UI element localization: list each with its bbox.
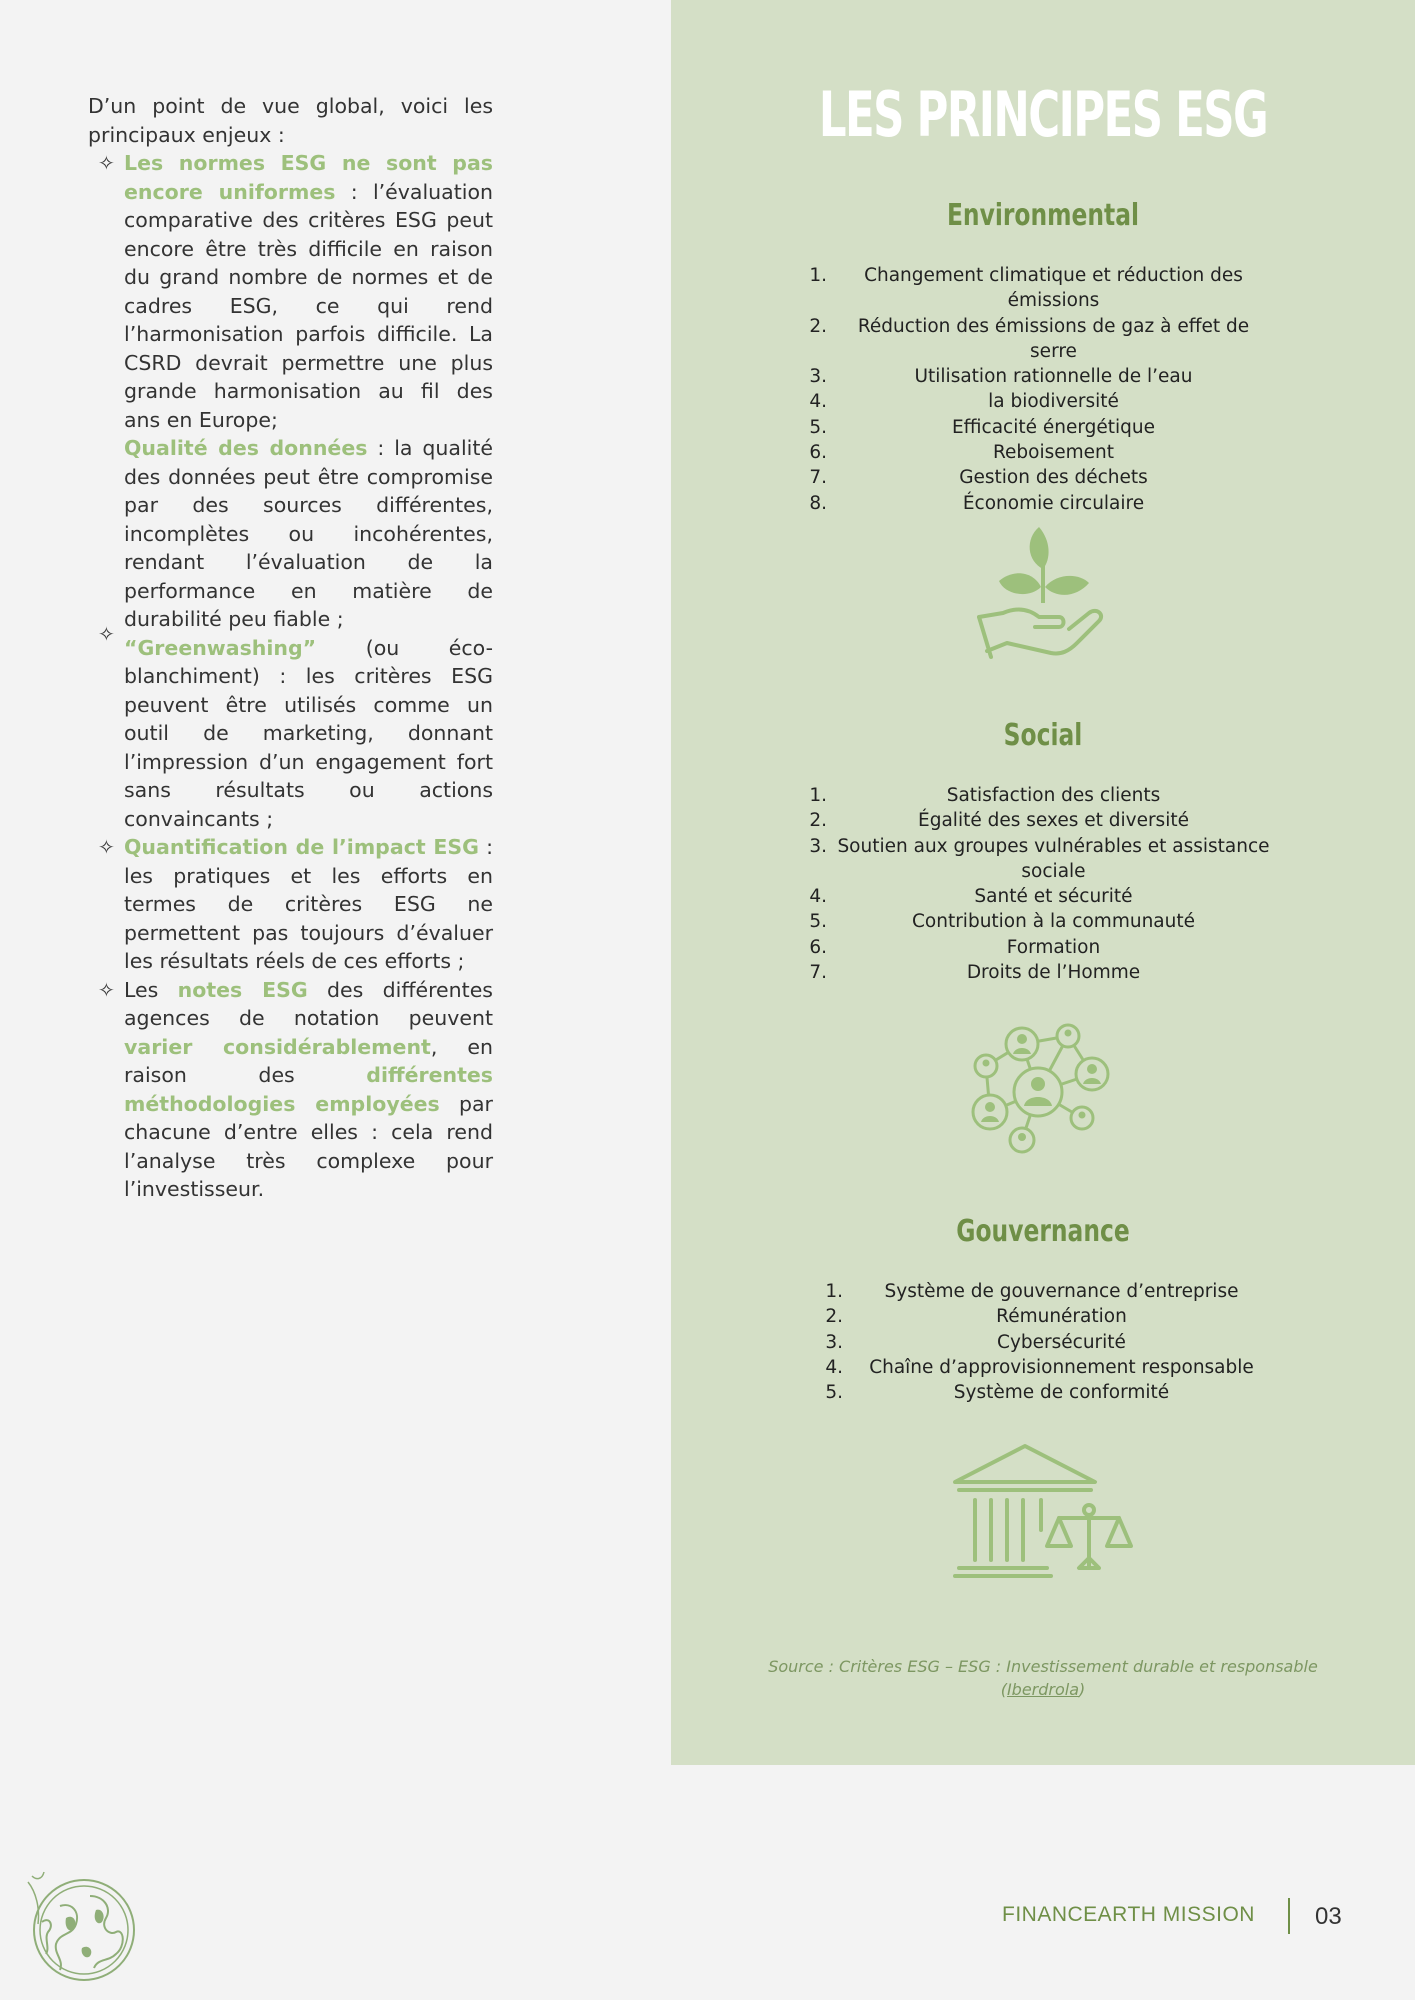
list-item: 8. Économie circulaire xyxy=(809,492,1145,514)
list-item: 5. Contribution à la communauté xyxy=(809,911,1195,933)
list-item: 3. Soutien aux groupes vulnérables et assistance sociale xyxy=(809,835,1270,882)
list-item: 5. Système de conformité xyxy=(825,1382,1170,1404)
four-point-star-icon: ✧ xyxy=(98,835,115,859)
issue-highlight: varier considérablement xyxy=(124,1034,431,1059)
issue-text: par chacune d’entre elles : cela rend l’analyse très complexe pour l’investisseur. xyxy=(124,1091,493,1201)
issue-text: Les xyxy=(124,977,178,1002)
issue-highlight: différentes méthodologies employées xyxy=(124,1063,493,1116)
list-item: 7. Gestion des déchets xyxy=(809,467,1148,489)
list-item: 1. Système de gouvernance d’entreprise xyxy=(825,1281,1239,1302)
four-point-star-icon: ✧ xyxy=(98,622,115,646)
issue-text: : la qualité des données peut être compromise par des sources différentes, incomplètes ou incohérentes, rendant l’évaluation de la performance en matière de durabilité peu fiable ; xyxy=(124,436,494,631)
issue-highlight: “Greenwashing” xyxy=(124,635,317,660)
issue-text: , en raison des xyxy=(124,1034,493,1087)
list-item: 2. Rémunération xyxy=(825,1306,1127,1328)
list-item: 4. Santé et sécurité xyxy=(809,886,1133,908)
list-item xyxy=(88,634,493,834)
issues-list xyxy=(88,149,493,1204)
footer-divider xyxy=(1288,1898,1290,1934)
intro-paragraph: D’un point de vue global, voici les principaux enjeux : xyxy=(88,94,493,147)
issue-highlight: notes ESG xyxy=(177,977,308,1002)
page-number: 03 xyxy=(1315,1903,1342,1930)
list-item xyxy=(88,149,493,434)
issue-highlight: Quantification de l’impact ESG xyxy=(124,835,479,859)
list-item xyxy=(88,976,493,1204)
issue-text: des différentes agences de notation peuvent xyxy=(124,977,493,1030)
courthouse-scales-icon xyxy=(951,1442,1141,1580)
plant-in-hand-icon xyxy=(977,525,1109,665)
list-item: 1. Changement climatique et réduction des émissions xyxy=(809,265,1243,312)
list-item: 5. Efficacité énergétique xyxy=(809,416,1156,438)
issue-text: (ou éco-blanchiment) : les critères ESG peuvent être utilisés comme un outil de marketing, donnant l’impression d’un engagement fort sans résultats ou actions convaincants ; xyxy=(124,635,493,831)
issue-text: : les pratiques et les efforts en termes de critères ESG ne permettent pas toujours d’évaluer les résultats réels de ces efforts ; xyxy=(124,835,493,973)
environmental-title: Environmental xyxy=(946,198,1140,233)
esg-principles-panel xyxy=(671,0,1415,1765)
list-item xyxy=(88,434,494,646)
social-title: Social xyxy=(1003,718,1083,753)
issue-highlight: Qualité des données xyxy=(124,436,368,460)
issue-text: : l’évaluation comparative des critères ESG peut encore être très difficile en raison du grand nombre de normes et de cadres ESG, ce qui rend l’harmonisation parfois difficile. La CSRD devrait permettre une plus grande harmonisation au fil des ans en Europe; xyxy=(124,179,493,432)
social-list xyxy=(799,783,1274,985)
footer-brand: FINANCEARTH MISSION xyxy=(1002,1903,1255,1926)
governance-title: Gouvernance xyxy=(956,1214,1130,1249)
list-item: 7. Droits de l’Homme xyxy=(809,962,1141,984)
list-item: 2. Égalité des sexes et diversité xyxy=(809,810,1189,832)
four-point-star-icon: ✧ xyxy=(98,151,115,175)
list-item: 4. Chaîne d’approvisionnement responsable xyxy=(825,1356,1254,1378)
list-item: 3. Utilisation rationnelle de l’eau xyxy=(809,366,1193,388)
globe-logo-icon xyxy=(20,1862,144,1986)
list-item: 6. Reboisement xyxy=(809,442,1114,464)
governance-list xyxy=(799,1279,1274,1405)
body-text xyxy=(88,92,493,1204)
list-item: 6. Formation xyxy=(809,936,1101,958)
people-network-icon xyxy=(966,1022,1116,1158)
list-item: 4. la biodiversité xyxy=(809,391,1119,413)
list-item: 3. Cybersécurité xyxy=(825,1331,1126,1353)
list-item xyxy=(88,833,493,976)
issue-highlight: Les normes ESG ne sont pas encore uniformes xyxy=(124,151,493,204)
four-point-star-icon: ✧ xyxy=(98,977,115,1002)
list-item: 2. Réduction des émissions de gaz à effet de serre xyxy=(809,315,1250,362)
source-link[interactable]: Iberdrola xyxy=(1006,1680,1080,1699)
source-note: Source : Critères ESG – ESG : Investissement durable et responsable (Iberdrola) xyxy=(768,1657,1318,1699)
list-item: 1. Satisfaction des clients xyxy=(809,785,1161,806)
environmental-list xyxy=(799,263,1274,516)
panel-title: LES PRINCIPES ESG xyxy=(818,78,1268,151)
